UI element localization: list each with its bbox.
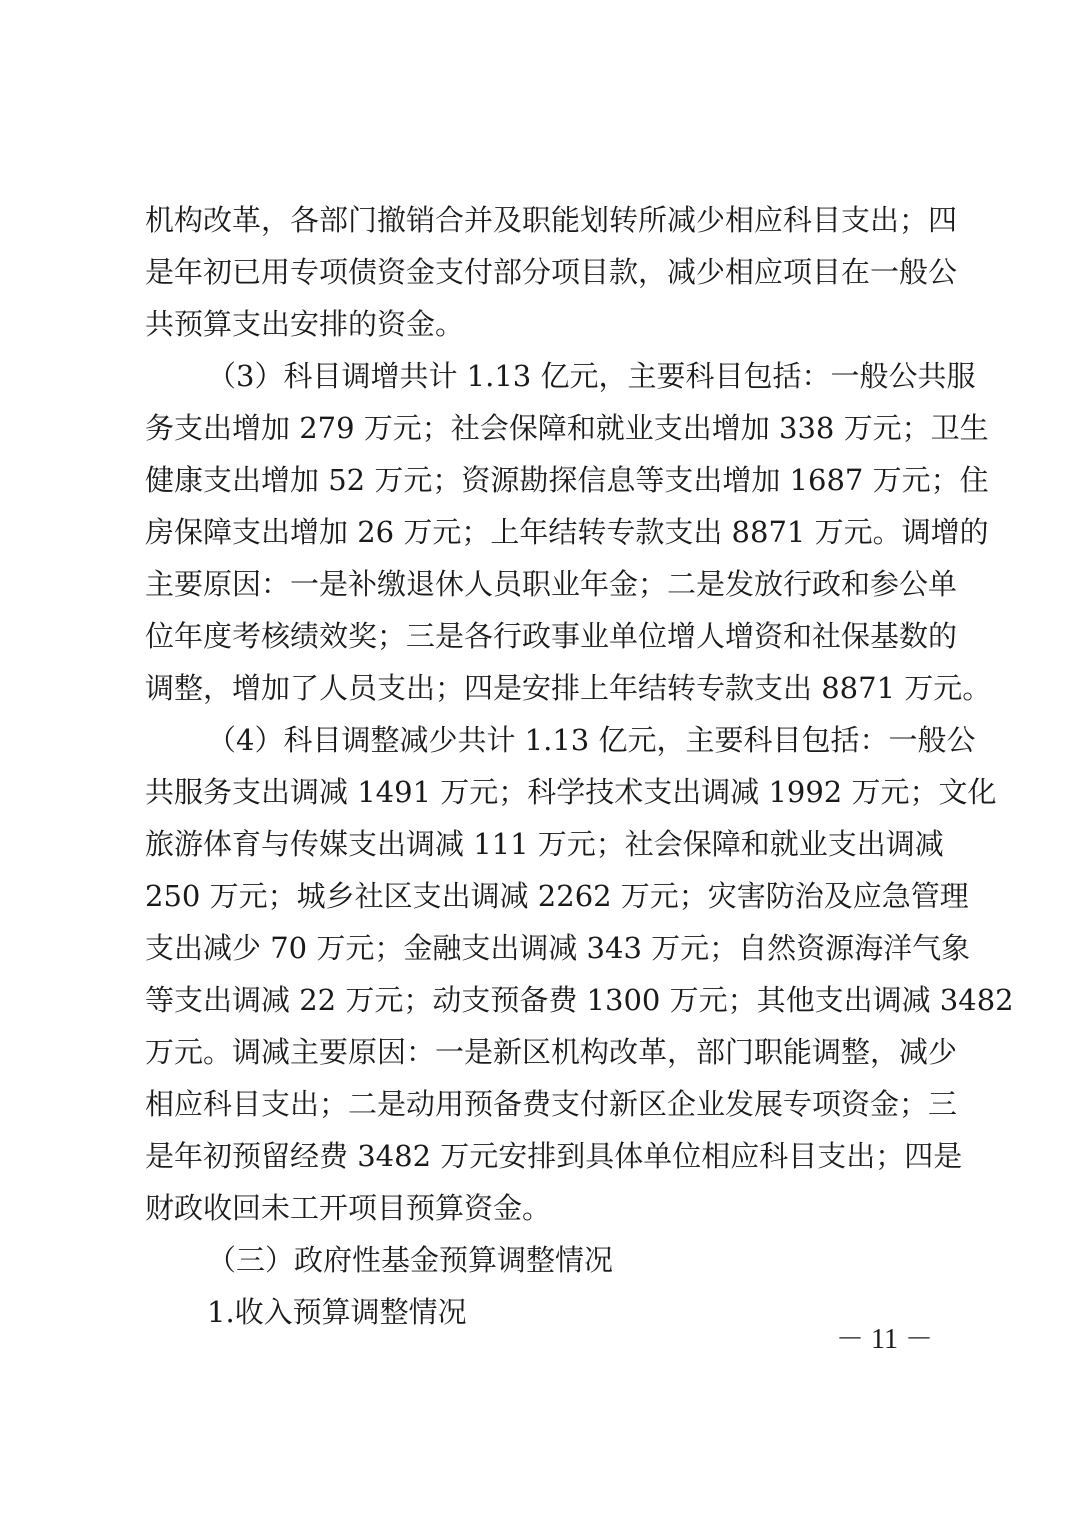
subsection-heading: 1.收入预算调整情况	[207, 1295, 467, 1329]
text-line: 是年初预留经费 3482 万元安排到具体单位相应科目支出；四是	[145, 1139, 963, 1173]
text-line: 支出减少 70 万元；金融支出调减 343 万元；自然资源海洋气象	[145, 931, 971, 965]
text-line: 机构改革，各部门撤销合并及职能划转所减少相应科目支出；四	[145, 203, 958, 237]
text-line: 万元。调减主要原因：一是新区机构改革，部门职能调整，减少	[145, 1035, 958, 1069]
text-line: 财政收回未工开项目预算资金。	[145, 1191, 552, 1225]
text-line: 相应科目支出；二是动用预备费支付新区企业发展专项资金；三	[145, 1087, 958, 1121]
text-line: （3）科目调增共计 1.13 亿元，主要科目包括：一般公共服	[207, 359, 976, 393]
text-line: 是年初已用专项债资金支付部分项目款，减少相应项目在一般公	[145, 255, 958, 289]
text-line: 等支出调减 22 万元；动支预备费 1300 万元；其他支出调减 3482	[145, 983, 1014, 1017]
text-line: 务支出增加 279 万元；社会保障和就业支出增加 338 万元；卫生	[145, 411, 989, 445]
text-line: 健康支出增加 52 万元；资源勘探信息等支出增加 1687 万元；住	[145, 463, 989, 497]
text-line: 房保障支出增加 26 万元；上年结转专款支出 8871 万元。调增的	[145, 515, 989, 549]
text-line: 位年度考核绩效奖；三是各行政事业单位增人增资和社保基数的	[145, 619, 958, 653]
page-number: － 11 －	[836, 1324, 933, 1355]
text-line: 250 万元；城乡社区支出调减 2262 万元；灾害防治及应急管理	[145, 879, 969, 913]
text-line: （4）科目调整减少共计 1.13 亿元，主要科目包括：一般公	[207, 723, 976, 757]
text-line: 调整，增加了人员支出；四是安排上年结转专款支出 8871 万元。	[145, 671, 992, 705]
text-line: 旅游体育与传媒支出调减 111 万元；社会保障和就业支出调减	[145, 827, 944, 861]
text-line: 共服务支出调减 1491 万元；科学技术支出调减 1992 万元；文化	[145, 775, 997, 809]
text-line: 主要原因：一是补缴退休人员职业年金；二是发放行政和参公单	[145, 567, 958, 601]
section-heading: （三）政府性基金预算调整情况	[207, 1243, 614, 1277]
text-line: 共预算支出安排的资金。	[145, 307, 465, 341]
